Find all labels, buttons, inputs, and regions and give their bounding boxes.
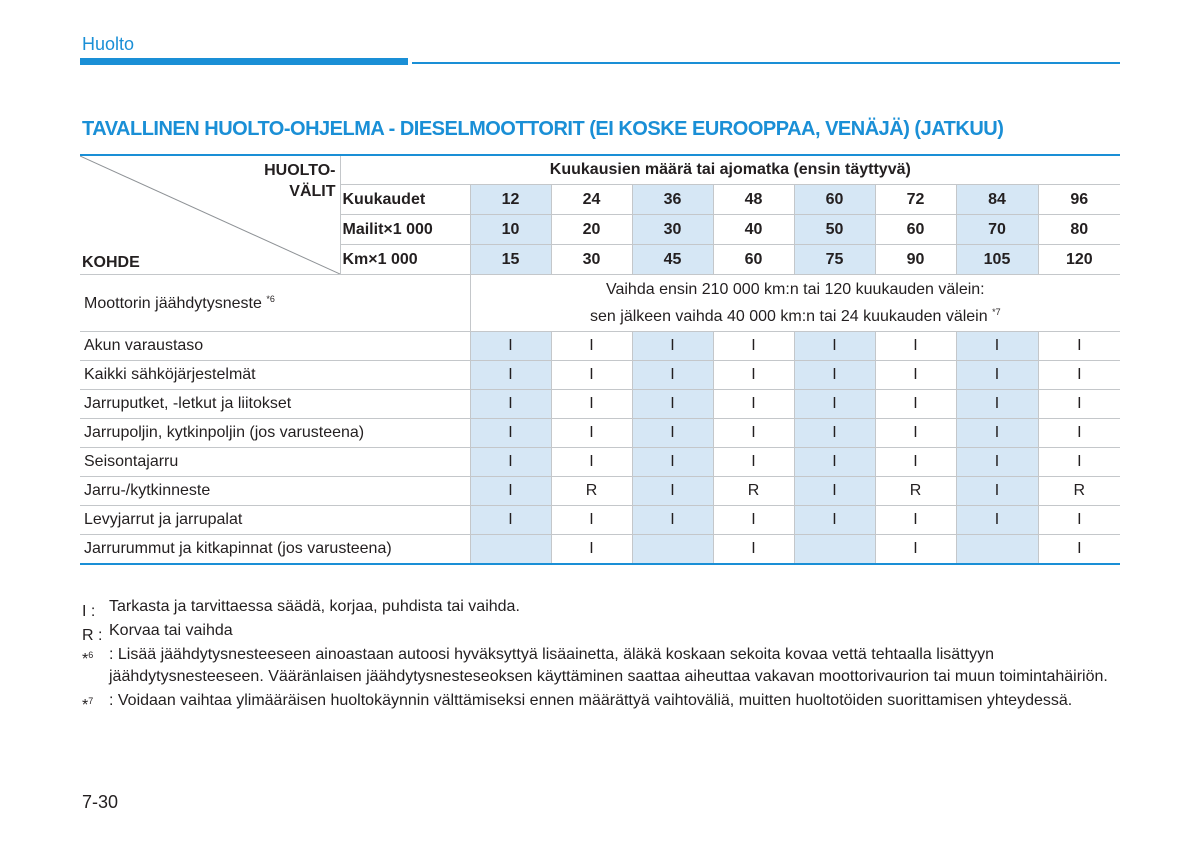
footnote-key: *$^7$ (82, 696, 94, 714)
table-row (80, 477, 1120, 506)
maintenance-mark: I (713, 419, 794, 448)
maintenance-mark: I (470, 506, 551, 535)
header-bar-thick (80, 58, 408, 65)
maintenance-mark: I (875, 390, 956, 419)
maintenance-mark: I (875, 535, 956, 565)
table-row (80, 448, 1120, 477)
interval-value: 75 (794, 245, 875, 275)
item-label: Levyjarrut ja jarrupalat (80, 506, 470, 535)
interval-value: 60 (875, 215, 956, 245)
maintenance-mark: I (713, 332, 794, 361)
table-row (80, 361, 1120, 390)
item-label: Akun varaustaso (80, 332, 470, 361)
maintenance-mark: I (632, 448, 713, 477)
maintenance-mark: I (1038, 361, 1120, 390)
interval-value: 30 (551, 245, 632, 275)
maintenance-mark (470, 535, 551, 565)
maintenance-mark: I (956, 361, 1038, 390)
page-title: TAVALLINEN HUOLTO-OHJELMA - DIESELMOOTTORIT (EI KOSKE EUROOPPAA, VENÄJÄ) (JATKUU) (82, 118, 1004, 140)
footnote-text: : Voidaan vaihtaa ylimääräisen huoltokäynnin välttämiseksi ennen määrättyä vaihtoväliä, muitten huoltotöiden suorittamisen yhteydessä. (109, 692, 1073, 709)
maintenance-mark: R (1038, 477, 1120, 506)
footnote-key: R : (82, 627, 103, 644)
maintenance-mark: I (794, 448, 875, 477)
footnote-text: Tarkasta ja tarvittaessa säädä, korjaa, puhdista tai vaihda. (109, 598, 520, 615)
table-row (80, 332, 1120, 361)
maintenance-mark: I (956, 506, 1038, 535)
interval-unit-label: Kuukaudet (340, 185, 470, 215)
corner-cell (80, 155, 340, 275)
maintenance-mark: I (1038, 506, 1120, 535)
maintenance-mark: I (875, 419, 956, 448)
maintenance-mark: I (470, 332, 551, 361)
maintenance-mark: I (470, 390, 551, 419)
table-row (80, 419, 1120, 448)
interval-value: 20 (551, 215, 632, 245)
footnote-key: I : (82, 603, 96, 620)
item-label: Jarru-/kytkinneste (80, 477, 470, 506)
table-row (80, 390, 1120, 419)
maintenance-mark: I (875, 361, 956, 390)
maintenance-mark (794, 535, 875, 565)
maintenance-mark: I (632, 390, 713, 419)
maintenance-mark: I (551, 361, 632, 390)
interval-value: 15 (470, 245, 551, 275)
coolant-row (80, 275, 1120, 332)
maintenance-mark: I (632, 361, 713, 390)
coolant-label (80, 275, 470, 332)
interval-value: 80 (1038, 215, 1120, 245)
footnote-key: *$^6$ (82, 650, 94, 668)
corner-header-intervals: HUOLTO- VÄLIT (264, 162, 336, 200)
item-label: Jarrupoljin, kytkinpoljin (jos varusteena) (80, 419, 470, 448)
maintenance-mark: I (551, 448, 632, 477)
maintenance-mark: I (794, 477, 875, 506)
maintenance-mark: I (551, 506, 632, 535)
maintenance-mark: I (956, 448, 1038, 477)
maintenance-mark: I (632, 477, 713, 506)
maintenance-mark: R (551, 477, 632, 506)
item-label: Kaikki sähköjärjestelmät (80, 361, 470, 390)
item-label: Jarruputket, -letkut ja liitokset (80, 390, 470, 419)
interval-value: 45 (632, 245, 713, 275)
maintenance-mark (956, 535, 1038, 565)
page-number: 7-30 (82, 792, 119, 812)
interval-value: 36 (632, 185, 713, 215)
maintenance-mark: I (470, 477, 551, 506)
maintenance-mark: I (1038, 332, 1120, 361)
maintenance-mark: R (875, 477, 956, 506)
maintenance-mark: I (1038, 390, 1120, 419)
interval-value: 105 (956, 245, 1038, 275)
interval-value: 70 (956, 215, 1038, 245)
maintenance-mark: I (794, 361, 875, 390)
maintenance-mark: I (713, 390, 794, 419)
coolant-instruction (470, 275, 1120, 332)
maintenance-mark: I (1038, 535, 1120, 565)
maintenance-mark: I (956, 419, 1038, 448)
footnotes (82, 596, 1122, 714)
table-row (80, 535, 1120, 565)
footnote-text: Korvaa tai vaihda (109, 622, 233, 639)
maintenance-mark: I (794, 332, 875, 361)
interval-value: 40 (713, 215, 794, 245)
interval-value: 48 (713, 185, 794, 215)
interval-unit-label: Mailit×1 000 (340, 215, 470, 245)
footnote (82, 620, 1122, 642)
maintenance-mark: I (632, 506, 713, 535)
footnote (82, 644, 1122, 688)
maintenance-mark: I (875, 332, 956, 361)
interval-value: 84 (956, 185, 1038, 215)
maintenance-mark: I (713, 448, 794, 477)
interval-title: Kuukausien määrä tai ajomatka (ensin täyttyvä) (340, 155, 1120, 185)
maintenance-mark: I (956, 477, 1038, 506)
interval-value: 12 (470, 185, 551, 215)
table-row (80, 506, 1120, 535)
maintenance-schedule-table (80, 154, 1120, 565)
section-title: Huolto (82, 34, 135, 54)
interval-value: 120 (1038, 245, 1120, 275)
maintenance-mark: I (875, 448, 956, 477)
footnote (82, 690, 1122, 712)
maintenance-mark: I (632, 332, 713, 361)
interval-value: 60 (713, 245, 794, 275)
maintenance-mark: I (713, 535, 794, 565)
maintenance-mark: I (470, 448, 551, 477)
corner-header-item: KOHDE (82, 254, 140, 271)
interval-value: 90 (875, 245, 956, 275)
maintenance-mark: I (1038, 419, 1120, 448)
maintenance-mark: I (470, 419, 551, 448)
footnote-ref: *6 (266, 293, 275, 304)
header-bar-thin (412, 62, 1120, 64)
maintenance-mark (632, 535, 713, 565)
interval-value: 30 (632, 215, 713, 245)
maintenance-mark: I (551, 419, 632, 448)
maintenance-mark: I (551, 535, 632, 565)
maintenance-mark: I (794, 419, 875, 448)
maintenance-mark: I (794, 390, 875, 419)
interval-value: 72 (875, 185, 956, 215)
maintenance-mark: I (713, 361, 794, 390)
maintenance-mark: I (1038, 448, 1120, 477)
interval-unit-label: Km×1 000 (340, 245, 470, 275)
interval-value: 24 (551, 185, 632, 215)
item-label: Seisontajarru (80, 448, 470, 477)
maintenance-mark: I (875, 506, 956, 535)
interval-value: 60 (794, 185, 875, 215)
coolant-line-1: Vaihda ensin 210 000 km:n tai 120 kuukauden välein: (605, 280, 985, 298)
maintenance-mark: I (470, 361, 551, 390)
footnote (82, 596, 1122, 618)
maintenance-mark: I (551, 332, 632, 361)
interval-value: 10 (470, 215, 551, 245)
maintenance-mark: I (713, 506, 794, 535)
maintenance-mark: I (632, 419, 713, 448)
interval-value: 96 (1038, 185, 1120, 215)
maintenance-mark: I (956, 390, 1038, 419)
footnote-ref: *7 (992, 306, 1001, 317)
item-label: Jarrurummut ja kitkapinnat (jos varusteena) (80, 535, 470, 565)
interval-value: 50 (794, 215, 875, 245)
footnote-text: : Lisää jäähdytysnesteeseen ainoastaan autoosi hyväksyttyä lisäainetta, äläkä koskaan sekoita kovaa vettä tehtaalla lisättyyn jäähdytysnesteeseen. Vääränlaisen jäähdytysnesteseoksen käyttäminen saattaa aiheuttaa vakavan moottorivaurion tai muun toimintahäiriön. (109, 646, 1108, 685)
maintenance-mark: I (551, 390, 632, 419)
maintenance-mark: I (956, 332, 1038, 361)
maintenance-mark: I (794, 506, 875, 535)
maintenance-mark: R (713, 477, 794, 506)
coolant-label-text: Moottorin jäähdytysneste (84, 294, 262, 312)
coolant-line-2: sen jälkeen vaihda 40 000 km:n tai 24 kuukauden välein $^{*7}$ (590, 306, 1001, 325)
